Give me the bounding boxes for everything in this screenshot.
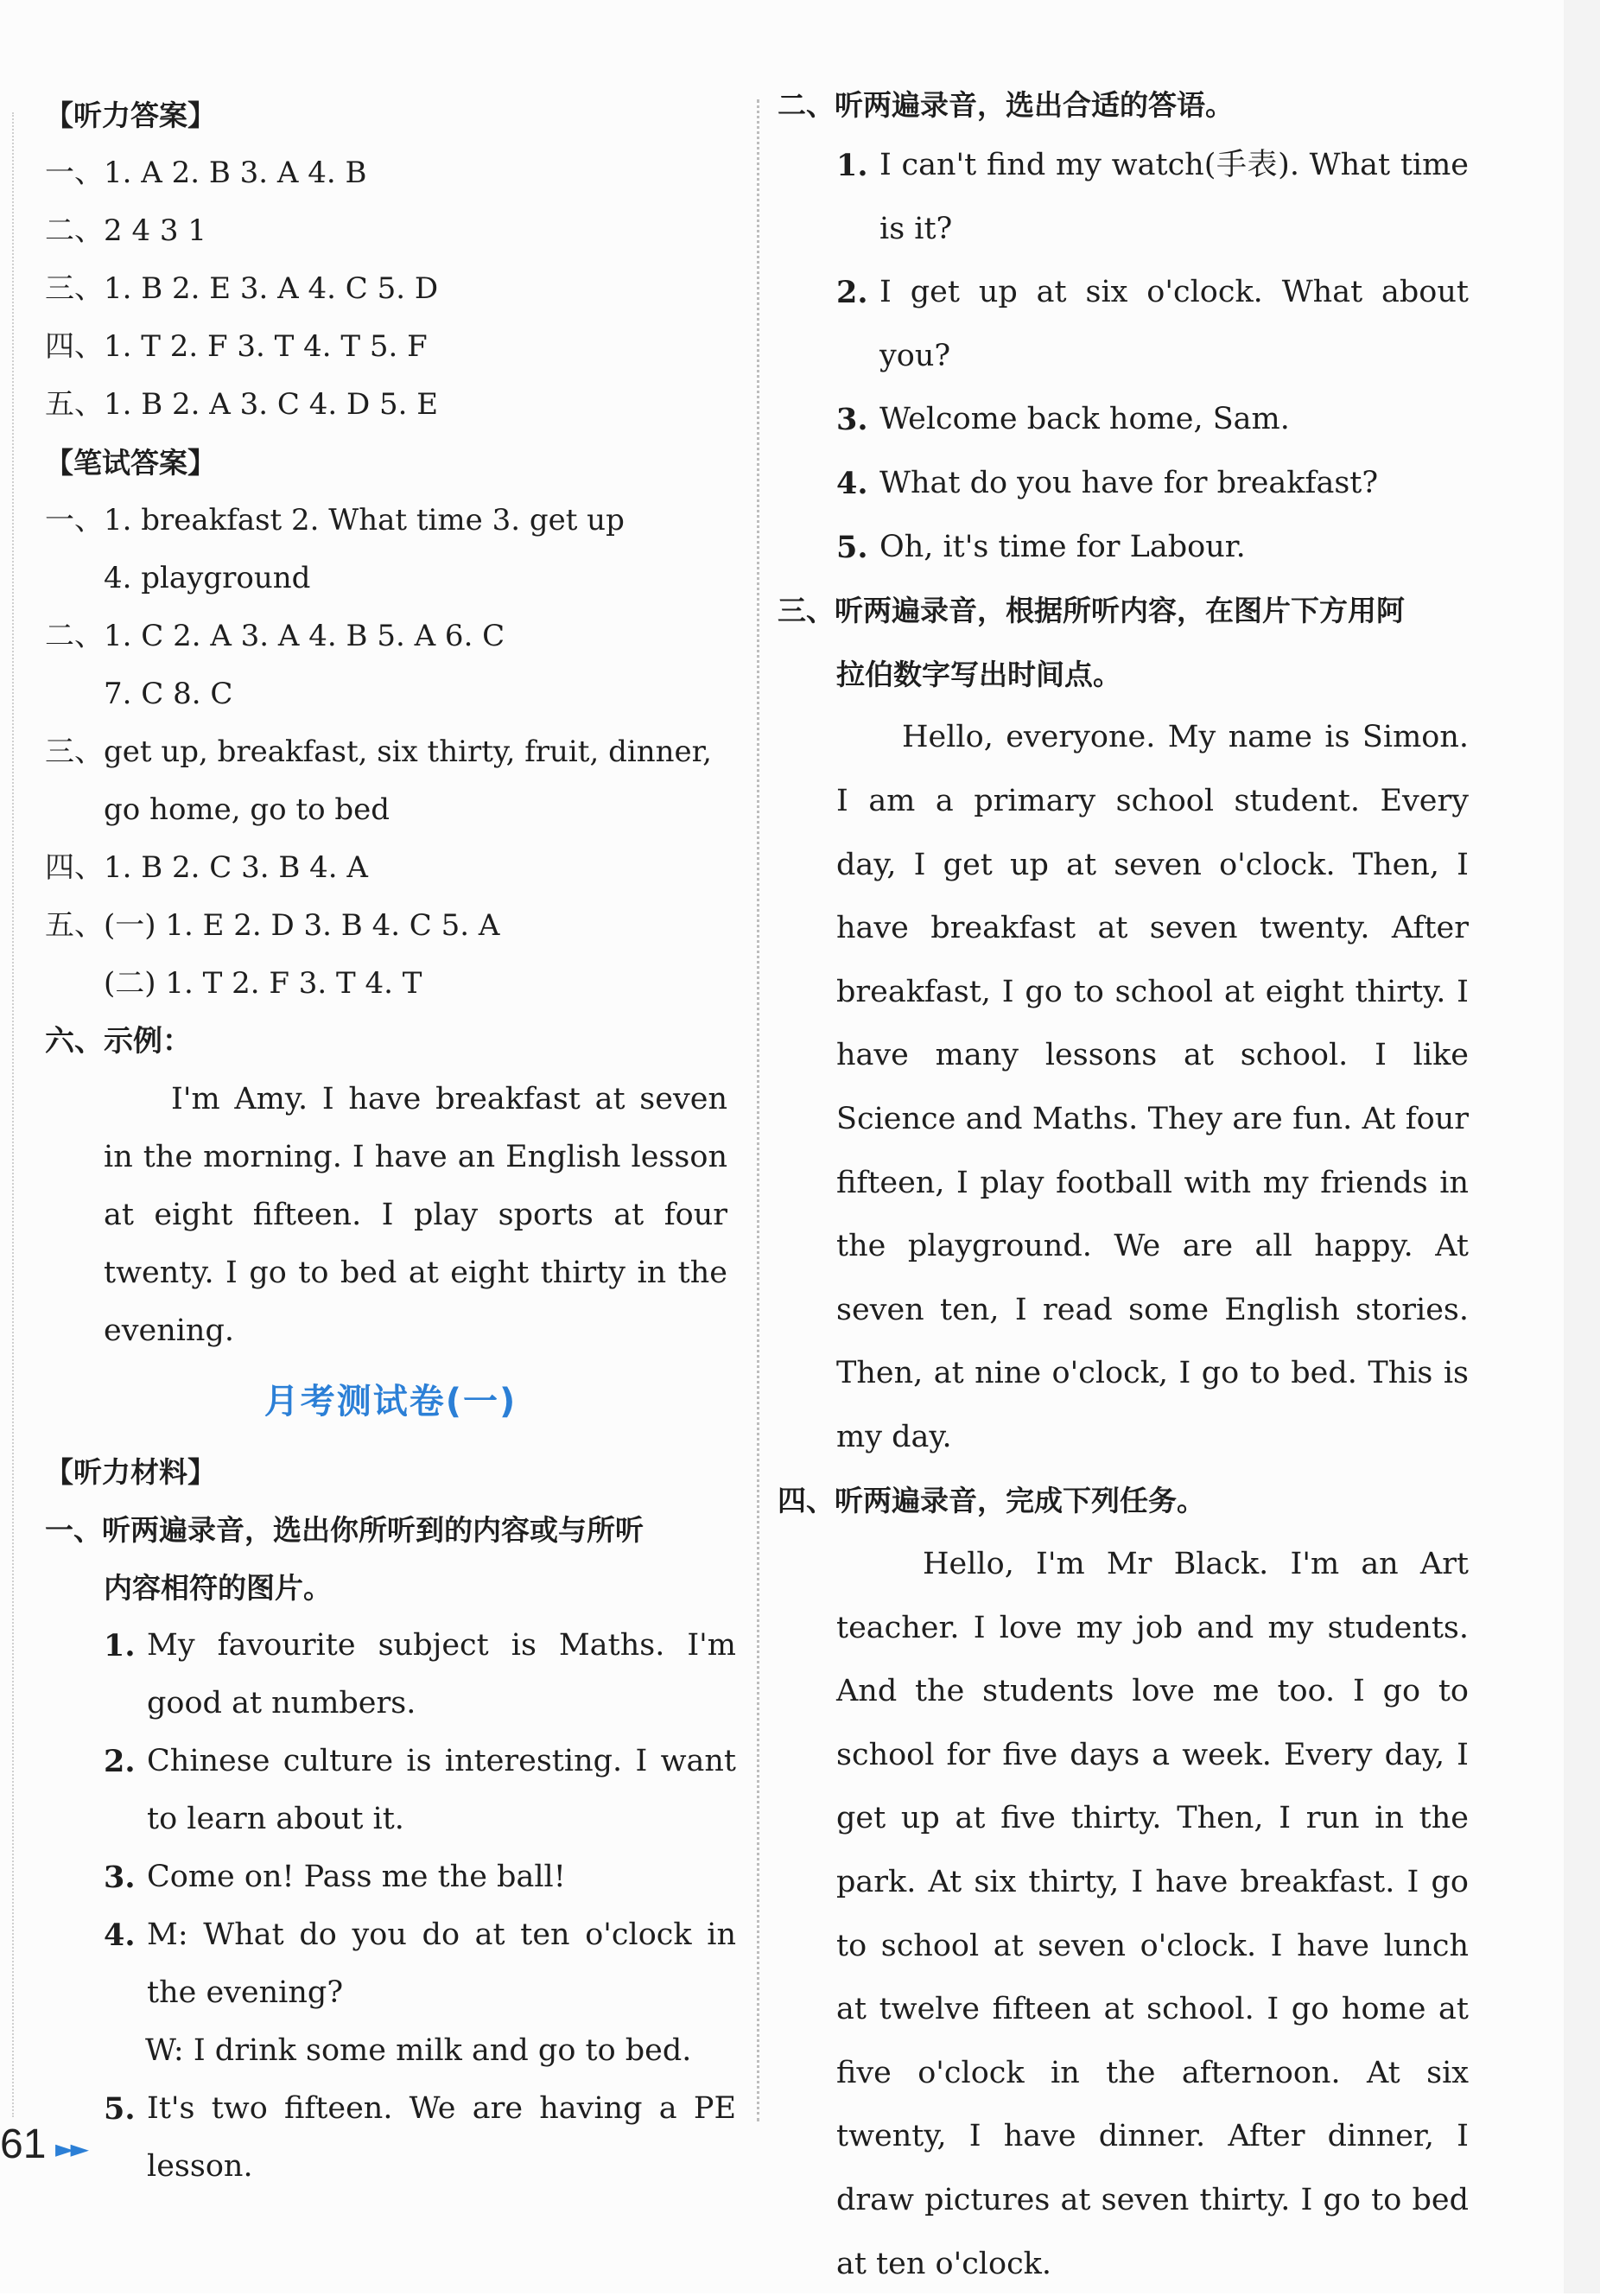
written-answer-6: 六、示例： [45,1024,192,1059]
next-arrows-icon: ►► [55,2134,86,2163]
list-item [778,452,1469,516]
written-answer-3: 三、get up, breakfast, six thirty, fruit, dinner, [45,735,712,769]
item-number: 1. [836,148,868,183]
listening-answer-1: 一、1. A 2. B 3. A 4. B [45,156,367,190]
written-answer-5-cont: (二) 1. T 2. F 3. T 4. T [104,966,422,1001]
written-answer-3-cont: go home, go to bed [104,792,390,827]
item-text: It's two fifteen. We are having a PE lesson. [147,2091,736,2184]
listening-answer-2: 二、2 4 3 1 [45,213,206,248]
item-number: 2. [104,1744,136,1779]
item-text: I can't find my watch(手表). What time is it? [879,148,1469,246]
item-number: 2. [836,275,868,311]
left-column [45,86,736,2196]
list-item [45,1617,736,1733]
listening-answers-header: 【听力答案】 [45,99,216,132]
listening-answer-3: 三、1. B 2. E 3. A 4. C 5. D [45,271,439,306]
page-edge [1564,0,1600,2293]
item-number: 5. [104,2091,136,2127]
item-number: 5. [836,529,868,565]
written-answer-5: 五、(一) 1. E 2. D 3. B 4. C 5. A [45,908,500,943]
written-answers-header: 【笔试答案】 [45,446,216,480]
part3-instruction-cont: 拉伯数字写出时间点。 [836,657,1121,691]
item-text: What do you have for breakfast? [879,465,1379,500]
part1-instruction-cont: 内容相符的图片。 [104,1571,332,1605]
part1-instruction: 一、听两遍录音，选出你所听到的内容或与所听 [45,1513,644,1547]
item-text: Welcome back home, Sam. [879,402,1290,437]
list-item [778,516,1469,580]
list-item [778,134,1469,261]
item-text: I get up at six o'clock. What about you? [879,275,1469,373]
item-text: Come on! Pass me the ball! [147,1860,566,1894]
list-item [45,2080,736,2196]
item-text: W: I drink some milk and go to bed. [145,2033,692,2068]
item-text: Chinese culture is interesting. I want to learn about it. [147,1744,736,1836]
item-text: My favourite subject is Maths. I'm good at numbers. [147,1628,736,1720]
listening-material-header: 【听力材料】 [45,1455,216,1489]
right-column [778,86,1469,2296]
item-number: 1. [104,1628,136,1663]
written-answer-2: 二、1. C 2. A 3. A 4. B 5. A 6. C [45,619,505,653]
written-answer-1: 一、1. breakfast 2. What time 3. get up [45,503,625,537]
list-item [45,1848,736,1906]
item-number: 3. [104,1860,136,1895]
written-answer-4: 四、1. B 2. C 3. B 4. A [45,850,368,885]
item-number: 4. [836,465,868,501]
item-text: M: What do you do at ten o'clock in the evening? [147,1918,736,2010]
section-title: 月考测试卷(一) [263,1382,517,1421]
item-number: 3. [836,402,868,438]
list-item [45,2022,736,2080]
part3-instruction: 三、听两遍录音，根据所听内容，在图片下方用阿 [778,594,1405,628]
sample-paragraph: I'm Amy. I have breakfast at seven in the morning. I have an English lesson at eight fifteen. I play sports at four twenty. I go to bed at eight thirty in the evening. [104,1082,727,1348]
item-number: 4. [104,1918,136,1953]
item-text: Oh, it's time for Labour. [879,529,1246,564]
part4-passage: Hello, I'm Mr Black. I'm an Art teacher. I love my job and my students. And the students love me too. I go to school for five days a week. Every day, I get up at five thirty. Then, I run in the park. At six thirty, I have breakfast. I go to school at seven o'clock. I have lunch at twelve fifteen at school. I go home at five o'clock in the afternoon. At six twenty, I have dinner. After dinner, I draw pictures at seven thirty. I go to bed at ten o'clock. [836,1547,1469,2281]
page-number: 61 [0,2121,47,2167]
list-item [778,261,1469,388]
listening-answer-4: 四、1. T 2. F 3. T 4. T 5. F [45,329,428,364]
part3-passage: Hello, everyone. My name is Simon. I am a primary school student. Every day, I get up at seven o'clock. Then, I have breakfast at seven twenty. After breakfast, I go to school at eight thirty. I have many lessons at school. I like Science and Maths. They are fun. At four fifteen, I play football with my friends in the playground. We are all happy. At seven ten, I read some English stories. Then, at nine o'clock, I go to bed. This is my day. [836,720,1469,1454]
column-divider [757,99,759,2121]
left-margin-rule [12,112,14,2117]
list-item [778,388,1469,452]
written-answer-1-cont: 4. playground [104,561,311,595]
part4-instruction: 四、听两遍录音，完成下列任务。 [778,1484,1205,1518]
listening-answer-5: 五、1. B 2. A 3. C 4. D 5. E [45,387,439,422]
part2-instruction: 二、听两遍录音，选出合适的答语。 [778,88,1234,122]
list-item [45,1733,736,1848]
list-item [45,1906,736,2022]
written-answer-2-cont: 7. C 8. C [104,677,233,711]
